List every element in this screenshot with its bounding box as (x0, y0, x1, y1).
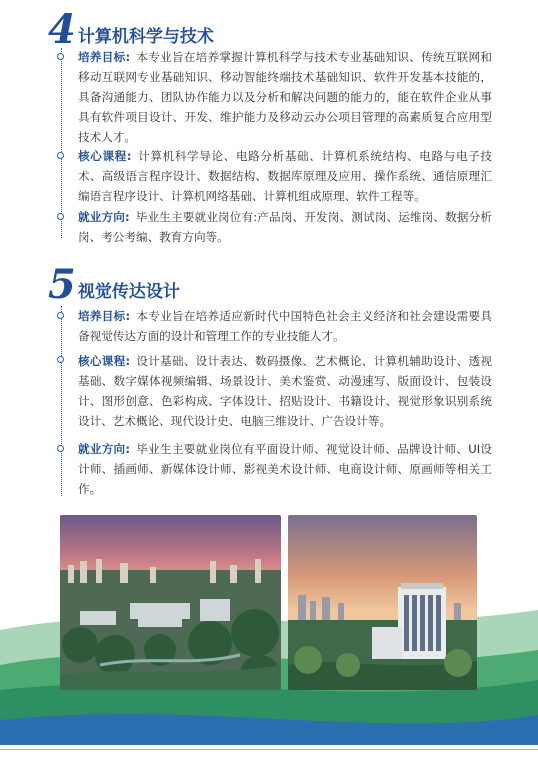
item-label: 就业方向: (78, 210, 130, 224)
section-title: 视觉传达设计 (77, 282, 180, 302)
campus-aerial-photo (60, 515, 281, 690)
objective-paragraph (78, 306, 492, 346)
bullet-dot-icon (57, 312, 64, 319)
item-text: 设计基础、设计表达、数码摄像、艺术概论、计算机辅助设计、透视基础、数字媒体视频编辑、场景设计、美术鉴赏、动漫速写、版面设计、包装设计、图形创意、色彩构成、字体设计、招贴设计、书籍设计、视觉形象识别系统设计、艺术概论、现代设计史、电脑三维设计、广告设计等。 (78, 354, 492, 428)
section-number: 4 (48, 6, 76, 53)
bullet-dot-icon (57, 152, 64, 159)
item-label: 就业方向: (78, 442, 131, 456)
item-text: 本专业旨在培养适应新时代中国特色社会主义经济和社会建设需要具备视觉传达方面的设计和管理工作的专业技能人才。 (78, 309, 492, 343)
bullet-dot-icon (57, 445, 64, 452)
section-number: 5 (48, 261, 76, 308)
section-title: 计算机科学与技术 (77, 27, 214, 47)
bullet-dot-icon (57, 213, 64, 220)
item-label: 培养目标: (78, 50, 131, 64)
item-text: 毕业生主要就业岗位有平面设计师、视觉设计师、品牌设计师、UI设计师、插画师、新媒体设计师、影视美术设计师、电商设计师、原画师等相关工作。 (78, 442, 492, 496)
career-paragraph (78, 207, 492, 247)
item-text: 计算机科学导论、电路分析基础、计算机系统结构、电路与电子技术、高级语言程序设计、数据结构、数据库原理及应用、操作系统、通信原理汇编语言程序设计、计算机网络基础、计算机组成原理、软件工程等。 (78, 149, 492, 203)
bullet-dot-icon (57, 53, 64, 60)
core-courses-paragraph (78, 146, 492, 206)
timeline-line (61, 306, 62, 496)
timeline-line (61, 48, 62, 238)
item-label: 核心课程: (78, 149, 132, 163)
bullet-dot-icon (57, 356, 64, 363)
footer-divider (0, 749, 538, 750)
tower-building-photo (288, 515, 477, 690)
career-paragraph (78, 439, 492, 499)
item-text: 毕业生主要就业岗位有:产品岗、开发岗、测试岗、运维岗、数据分析岗、考公考编、教育方向等。 (78, 210, 492, 244)
core-courses-paragraph (78, 351, 492, 431)
item-label: 核心课程: (78, 354, 131, 368)
section-5-header (48, 261, 180, 308)
item-text: 本专业旨在培养掌握计算机科学与技术专业基础知识、传统互联网和移动互联网专业基础知识、移动智能终端技术基础知识、软件开发基本技能的，具备沟通能力、团队协作能力以及分析和解决问题的能力的，能在软件企业从事具有软件项目设计、开发、维护能力及移动云办公项目管理的高素质复合应用型技术人才。 (78, 50, 492, 144)
item-label: 培养目标: (78, 309, 131, 323)
section-4-header (48, 6, 214, 53)
objective-paragraph (78, 47, 492, 147)
